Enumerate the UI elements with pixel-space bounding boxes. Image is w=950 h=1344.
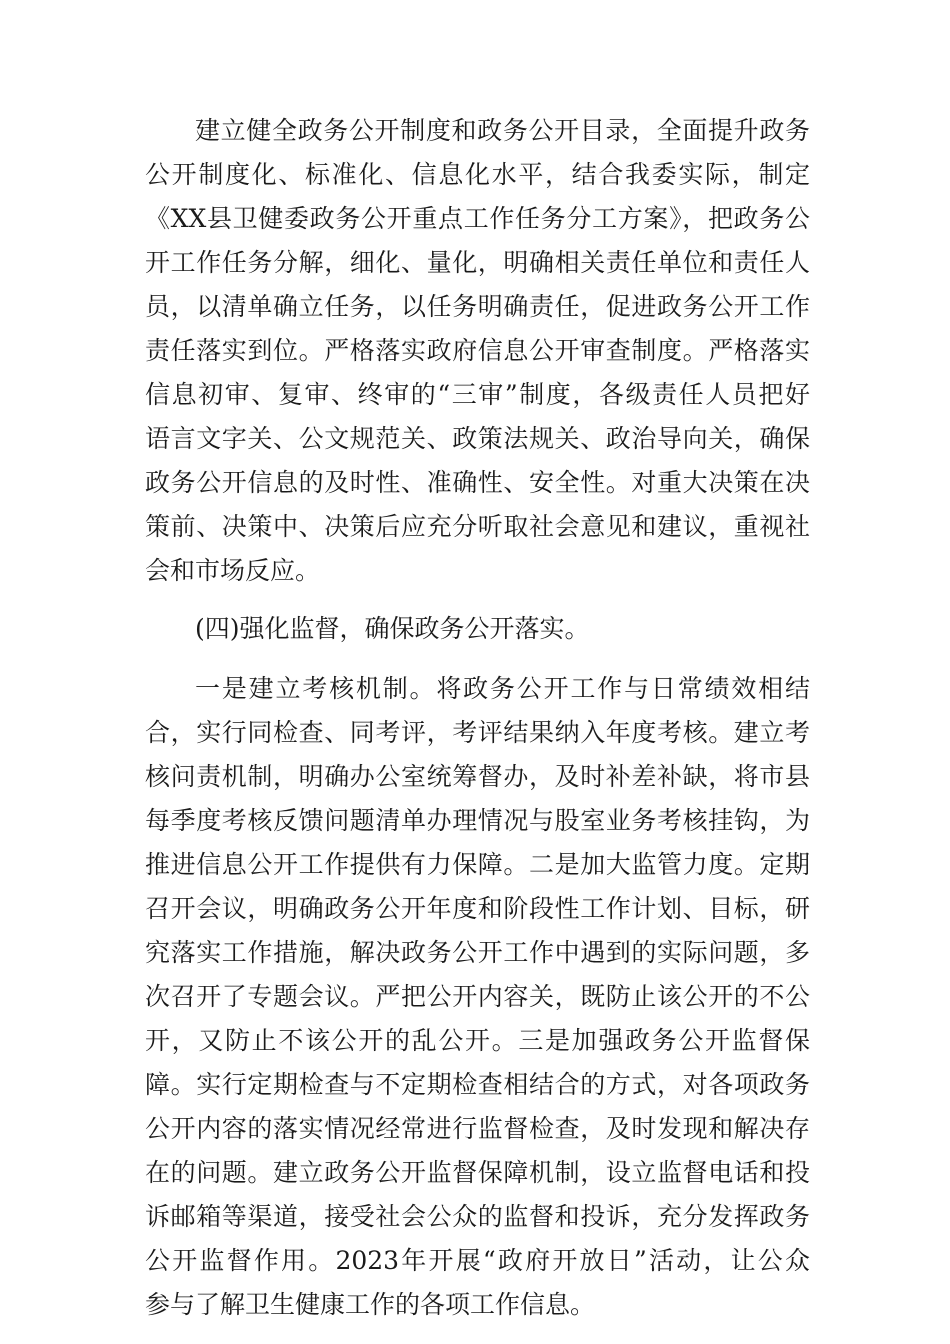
paragraph-1-line-5: 员，以清单确立任务，以任务明确责任，促进政务公开工作 xyxy=(145,292,810,321)
paragraph-1-line-3: 《XX县卫健委政务公开重点工作任务分工方案》，把政务公 xyxy=(145,204,810,233)
paragraph-2-line-1: 一是建立考核机制。将政务公开工作与日常绩效相结 xyxy=(195,674,810,703)
paragraph-2-line-14: 公开监督作用。2023年开展“政府开放日”活动，让公众 xyxy=(145,1246,810,1275)
paragraph-2-line-15: 参与了解卫生健康工作的各项工作信息。 xyxy=(145,1290,596,1319)
paragraph-1-line-2: 公开制度化、标准化、信息化水平，结合我委实际，制定 xyxy=(145,160,810,189)
paragraph-2-line-7: 究落实工作措施，解决政务公开工作中遇到的实际问题，多 xyxy=(145,938,810,967)
paragraph-2-line-12: 在的问题。建立政务公开监督保障机制，设立监督电话和投 xyxy=(145,1158,810,1187)
paragraph-2-line-2: 合，实行同检查、同考评，考评结果纳入年度考核。建立考 xyxy=(145,718,810,747)
paragraph-2-line-9: 开，又防止不该公开的乱公开。三是加强政务公开监督保 xyxy=(145,1026,810,1055)
paragraph-1-line-1: 建立健全政务公开制度和政务公开目录，全面提升政务 xyxy=(195,116,810,145)
paragraph-2-line-11: 公开内容的落实情况经常进行监督检查，及时发现和解决存 xyxy=(145,1114,810,1143)
paragraph-1-line-4: 开工作任务分解，细化、量化，明确相关责任单位和责任人 xyxy=(145,248,810,277)
paragraph-2-line-5: 推进信息公开工作提供有力保障。二是加大监管力度。定期 xyxy=(145,850,810,879)
paragraph-2-line-6: 召开会议，明确政务公开年度和阶段性工作计划、目标，研 xyxy=(145,894,810,923)
paragraph-2-line-4: 每季度考核反馈问题清单办理情况与股室业务考核挂钩，为 xyxy=(145,806,810,835)
paragraph-1-line-8: 语言文字关、公文规范关、政策法规关、政治导向关，确保 xyxy=(145,424,810,453)
paragraph-2-line-10: 障。实行定期检查与不定期检查相结合的方式，对各项政务 xyxy=(145,1070,810,1099)
section-heading-4: (四)强化监督，确保政务公开落实。 xyxy=(195,614,590,643)
paragraph-1-line-6: 责任落实到位。严格落实政府信息公开审查制度。严格落实 xyxy=(145,336,810,365)
paragraph-1-line-10: 策前、决策中、决策后应充分听取社会意见和建议，重视社 xyxy=(145,512,810,541)
paragraph-1-line-9: 政务公开信息的及时性、准确性、安全性。对重大决策在决 xyxy=(145,468,810,497)
paragraph-1-line-11: 会和市场反应。 xyxy=(145,556,321,585)
paragraph-1-line-7: 信息初审、复审、终审的“三审”制度，各级责任人员把好 xyxy=(145,380,810,409)
paragraph-2-line-13: 诉邮箱等渠道，接受社会公众的监督和投诉，充分发挥政务 xyxy=(145,1202,810,1231)
paragraph-2-line-8: 次召开了专题会议。严把公开内容关，既防止该公开的不公 xyxy=(145,982,810,1011)
paragraph-2-line-3: 核问责机制，明确办公室统筹督办，及时补差补缺，将市县 xyxy=(145,762,810,791)
